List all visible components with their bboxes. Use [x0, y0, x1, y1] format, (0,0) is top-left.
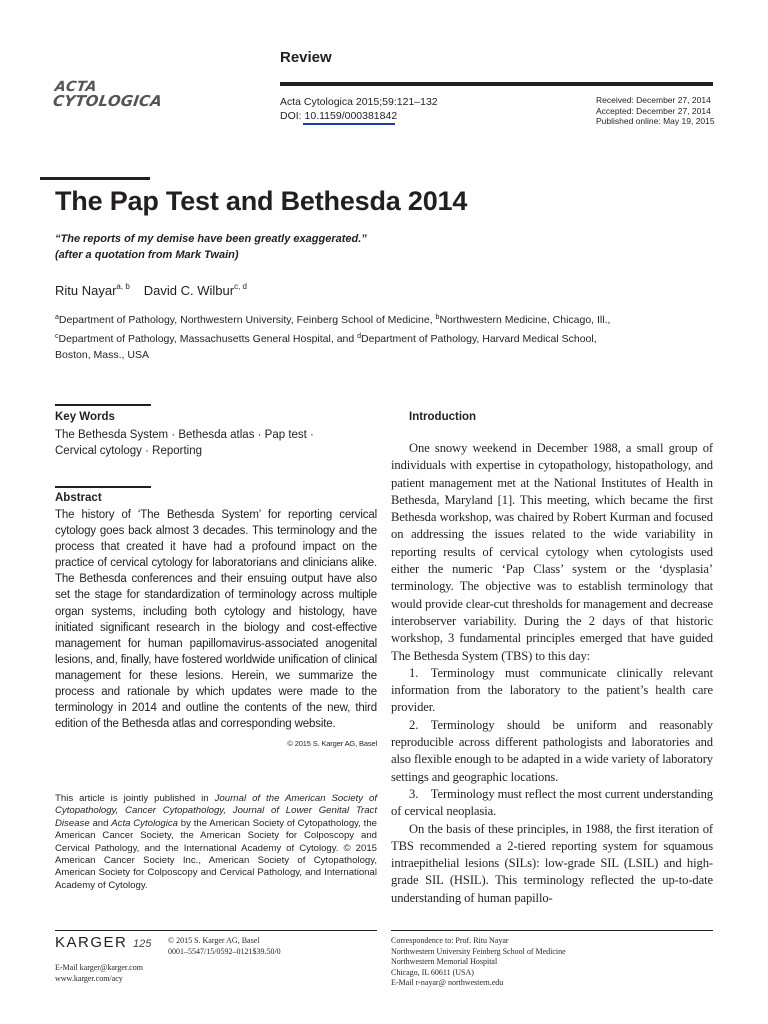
introduction-heading: Introduction [409, 411, 477, 423]
affil-text: Northwestern Medicine, Chicago, Ill., [439, 314, 611, 326]
journal-logo-line2: CYTOLOGICA [51, 92, 164, 110]
abstract-copyright: © 2015 S. Karger AG, Basel [287, 739, 377, 749]
affil-text: Department of Pathology, Harvard Medical School, Boston, Mass., USA [55, 332, 597, 361]
affil-sup: a [55, 314, 59, 321]
footer-contact [55, 963, 143, 984]
epigraph-source: (after a quotation from Mark Twain) [55, 249, 239, 261]
author-name: David C. Wilbur [143, 283, 235, 298]
paragraph: One snowy weekend in December 1988, a small group of individuals with expertise in cytopathology, histopathology, and patient management met at the National Institutes of Health in Bethesda, Maryland [1]. This meeting, which became the first Bethesda workshop, was chaired by Robert Kurman and focused on addressing the issues related to the wide variability in reporting results of cervical cytology when cytologists used either the numeric ‘Pap Class’ system or the ‘dysplasia’ terminology. The objective was to establish terminology that would provide clear-cut thresholds for management and decrease interobserver variability. During the 2 days of that historic workshop, 3 fundamental principles emerged that have guided The Bethesda System (TBS) to this day: [391, 441, 713, 663]
article-title: The Pap Test and Bethesda 2014 [55, 186, 468, 216]
accepted-date: Accepted: December 27, 2014 [596, 105, 711, 116]
header-rule [280, 82, 713, 86]
abstract-text [55, 507, 377, 752]
doi-link[interactable]: 10.1159/000381842 [304, 110, 398, 122]
affil-text: Department of Pathology, Massachusetts General Hospital, and [58, 332, 358, 345]
doi-label: DOI: [280, 110, 305, 122]
authors [55, 282, 247, 298]
footer-code-line: 0001–5547/15/0592–0121$39.50/0 [168, 946, 281, 956]
correspondence-line: Chicago, IL 60611 (USA) [391, 967, 474, 977]
footer-email[interactable]: E-Mail karger@karger.com [55, 963, 143, 972]
note-text: and [89, 817, 112, 829]
introduction-text [391, 440, 713, 907]
published-date: Published online: May 19, 2015 [596, 116, 715, 126]
joint-publication-note [55, 793, 377, 892]
citation-block [280, 95, 438, 123]
affiliations [55, 310, 615, 364]
doi-underline [303, 123, 395, 125]
footer-rule-left [55, 930, 377, 931]
note-text: This article is jointly published in [55, 793, 215, 804]
correspondence-email[interactable]: E-Mail r-nayar@ northwestern.edu [391, 978, 504, 987]
affil-sup: b [435, 314, 440, 321]
footer-copyright [168, 936, 281, 957]
author-affil-sup: a, b [116, 282, 130, 291]
footer-copyright-line: © 2015 S. Karger AG, Basel [168, 936, 260, 945]
keywords-list [55, 427, 355, 459]
epigraph-quote: “The reports of my demise have been greatly exaggerated.” [55, 233, 367, 245]
article-dates [596, 95, 715, 127]
note-text: by the American Society of Cytopathology, the American Cancer Society, the American Society for Colposcopy and Cervical Pathology, and the International Academy of Cytology. © 2015 American Cancer Society Inc., American Society of Cytopathology, American Society for Colposcopy and Cervical Pathology, and International Academy of Cytology. [55, 817, 378, 891]
note-journal: Acta Cytologica [111, 817, 179, 829]
note-journals: Journal of the American Society of Cytopathology, Cancer Cytopathology, Journal of Lower Genital Tract Disease [55, 793, 377, 829]
correspondence-line: Correspondence to: Prof. Ritu Nayar [391, 936, 509, 945]
title-rule [40, 177, 150, 180]
journal-logo-line1: ACTA [53, 79, 99, 95]
affil-sup: c [55, 332, 59, 340]
section-label: Review [280, 49, 332, 66]
keywords-line: The Bethesda System · Bethesda atlas · Pap test · [55, 429, 314, 441]
received-date: Received: December 27, 2014 [596, 95, 711, 105]
publisher-name: KARGER [55, 934, 128, 951]
footer-website[interactable]: www.karger.com/acy [55, 973, 123, 983]
keywords-heading: Key Words [55, 411, 115, 423]
keywords-line: Cervical cytology · Reporting [55, 445, 203, 457]
affil-sup: d [357, 332, 362, 340]
publisher-logo [55, 934, 151, 951]
correspondence [391, 936, 566, 989]
list-item: 2. Terminology should be uniform and reasonably reproducible across different pathologists and laboratories and also flexible enough to be adapted in a wide variety of laboratory settings and geographic locations. [391, 717, 713, 784]
affil-text: Department of Pathology, Northwestern University, Feinberg School of Medicine, [58, 314, 436, 326]
citation: Acta Cytologica 2015;59:121–132 [280, 96, 438, 108]
doi-line [280, 109, 438, 123]
abstract-body: The history of ‘The Bethesda System’ for reporting cervical cytology goes back almost 3 decades. This terminology and the process that created it have had a profound impact on the practice of cervical cytology for laboratorians and clinicians alike. The Bethesda conferences and their ensuing output have also set the stage for standardization of terminology across multiple organ systems, including both cytology and histology, have initiated significant research in the biology and cost-effective management for human papillomavirus-associated anogenital lesions, and, finally, have fostered worldwide unification of clinical management for these lesions. Herein, we summarize the process and rationale by which updates were made to the terminology in 2014 and outline the contents of the new, third edition of the Bethesda atlas and corresponding website. [55, 509, 377, 731]
abstract-heading: Abstract [55, 492, 102, 504]
abstract-rule [55, 486, 151, 488]
journal-logo [52, 80, 165, 108]
author-name: Ritu Nayar [55, 283, 117, 298]
list-item: 1. Terminology must communicate clinically relevant information from the laboratory to the patient’s health care provider. [391, 665, 713, 715]
correspondence-line: Northwestern University Feinberg School of Medicine [391, 946, 566, 956]
publisher-anniversary-mark: 125 [133, 938, 152, 950]
author-affil-sup: c, d [234, 282, 247, 291]
epigraph [55, 231, 367, 263]
correspondence-line: Northwestern Memorial Hospital [391, 957, 498, 966]
paragraph: On the basis of these principles, in 1988, the first iteration of TBS recommended a 2-tiered reporting system for squamous intraepithelial lesions (SILs): low-grade SIL (LSIL) and high-grade SIL (HSIL). This terminology reflected the up-to-date understanding of human papillo- [391, 821, 713, 905]
list-item: 3. Terminology must reflect the most current understanding of cervical neoplasia. [391, 786, 713, 819]
footer-rule-right [391, 930, 713, 931]
keywords-rule [55, 404, 151, 406]
